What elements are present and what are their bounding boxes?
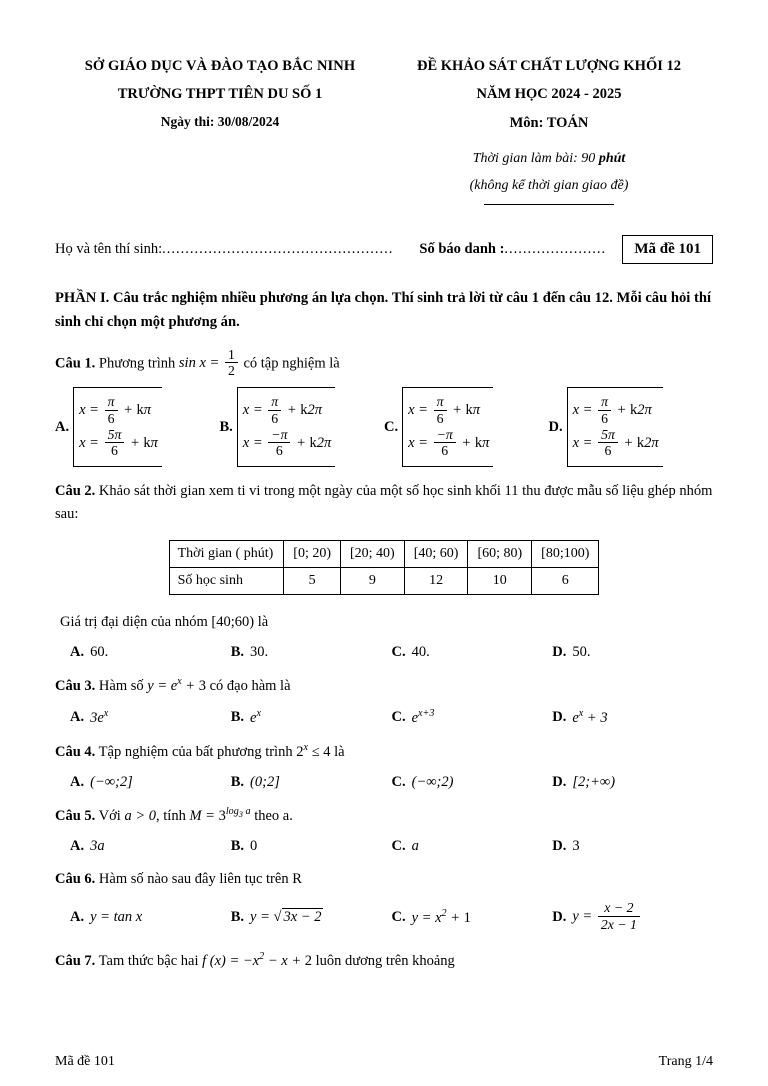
table-cell: [80;100) [532,541,599,568]
exam-date: Ngày thi: 30/08/2024 [160,113,280,129]
table-cell: 12 [404,568,468,595]
document-header [0,0,768,205]
question-2-options [0,644,768,661]
option-label: C. [384,418,399,435]
question-4-option-c[interactable] [392,774,553,791]
option-content: (−∞;2) [411,774,454,791]
option-content: $e^x + 3$ [572,708,608,727]
school-block [55,52,385,205]
option-label: D. [552,838,567,855]
table-cell: [40; 60) [404,541,468,568]
question-6-option-c[interactable] [392,908,553,927]
question-3-expression: $y = e^x + 3$ [147,676,206,695]
option-content: 3 [572,838,580,855]
exam-code-badge: Mã đề 101 [622,235,713,264]
question-5-text-before: Với [98,807,125,824]
question-1-text-after: có tập nghiệm là [239,354,340,371]
question-2-number: Câu 2. [55,482,96,499]
option-label: C. [391,709,406,726]
option-label: B. [230,838,245,855]
option-label: C. [391,908,406,925]
question-2-option-b[interactable] [231,644,392,661]
duration [385,145,713,172]
option-content: 50. [572,644,591,661]
question-5-option-d[interactable] [552,838,713,855]
duration-prefix: Thời gian làm bài: 90 [472,150,599,166]
option-content: 3a [90,838,105,855]
option-content: 60. [90,644,109,661]
question-3-option-a[interactable] [70,708,231,727]
option-label: D. [552,774,567,791]
table-cell: [60; 80) [468,541,532,568]
option-content: a [411,838,419,855]
question-5-expression-2: $M = 3^{log_3 a}$ [189,806,251,824]
candidate-name-label: Họ và tên thí sinh: [55,241,163,258]
table-row-header: Số học sinh [169,568,284,595]
option-content: $e^x$ [250,708,261,727]
question-1-text-before: Phương trình [98,354,179,371]
school-year: NĂM HỌC 2024 - 2025 [476,86,622,103]
question-4-expression: $2^x \le 4$ [296,742,331,760]
question-5-expression-1: a > 0 [124,807,157,824]
option-label: D. [552,908,567,925]
question-5-text-mid: , tính [156,807,190,824]
question-3 [0,674,768,698]
option-content: x = $\frac{\pi}{6}$ + k2π x = $\frac{-\pi}{6}$ + k2π [237,387,335,466]
table-cell: 9 [341,568,405,595]
option-content: x = $\frac{\pi}{6}$ + k2π x = $\frac{5\pi}{6}$ + k2π [567,387,663,466]
question-6-options [0,901,768,933]
question-4 [0,740,768,764]
option-label: A. [70,908,85,925]
question-5-option-a[interactable] [70,838,231,855]
table-row [169,568,599,595]
question-5-number: Câu 5. [55,807,96,824]
option-label: A. [70,838,85,855]
question-4-option-b[interactable] [231,774,392,791]
question-3-option-b[interactable] [231,708,392,727]
option-label: D. [548,418,563,435]
table-cell: [20; 40) [341,541,405,568]
question-2-subtext: Giá trị đại diện của nhóm [40;60) là [60,614,269,631]
option-content: $y = x^2 + 1$ [411,907,471,926]
question-2-option-a[interactable] [70,644,231,661]
footer-page-number: Trang 1/4 [658,1054,713,1069]
question-5-text-after: theo a. [250,807,293,824]
option-content: x = $\frac{\pi}{6}$ + kπ x = $\frac{-\pi}{6}$ + kπ [402,387,493,466]
question-6-option-d[interactable] [552,901,713,933]
duration-unit: phút [598,150,626,166]
option-label: D. [552,644,567,661]
question-2-text: Khảo sát thời gian xem ti vi trong một ngày của một số học sinh khối 11 thu được mẫu số liệu ghép nhóm sau: [55,482,713,522]
option-content: x = $\frac{\pi}{6}$ + kπ x = $\frac{5\pi}{6}$ + kπ [73,387,162,466]
option-label: C. [391,838,406,855]
option-content: 30. [250,644,269,661]
option-label: C. [391,774,406,791]
question-3-text-before: Hàm số [98,678,148,695]
question-3-option-c[interactable] [392,708,553,727]
question-6-number: Câu 6. [55,871,96,888]
option-label: A. [70,774,85,791]
table-cell: 6 [532,568,599,595]
question-4-option-d[interactable] [552,774,713,791]
candidate-row [0,205,768,264]
question-7-text-before: Tam thức bậc hai [98,952,203,969]
option-content: $3e^x$ [90,708,109,727]
header-divider [484,204,614,205]
department-name: SỞ GIÁO DỤC VÀ ĐÀO TẠO BẮC NINH [84,58,356,74]
question-4-text-before: Tập nghiệm của bất phương trình [98,743,297,760]
question-7-number: Câu 7. [55,952,96,969]
candidate-id-label [419,241,606,258]
question-2 [0,480,768,526]
question-6-option-a[interactable] [70,909,231,926]
question-1-expression: sin x = $\frac{1}{2}$ [179,355,240,371]
question-3-options [0,708,768,727]
question-4-option-a[interactable] [70,774,231,791]
question-5-options [0,838,768,855]
option-content: y = √ 3x − 2 [250,908,322,925]
exam-title: ĐỀ KHẢO SÁT CHẤT LƯỢNG KHỐI 12 [417,58,681,74]
table-row-header: Thời gian ( phút) [169,541,284,568]
candidate-id-label-text: Số báo danh : [419,241,505,258]
candidate-id-field[interactable]: ...................... [504,241,607,258]
option-label: D. [552,709,567,726]
option-label: B. [230,644,245,661]
document-footer [0,1054,768,1070]
option-content: y = $\frac{x - 2}{2x - 1}$ [572,901,642,933]
duration-note: (không kể thời gian giao đề) [469,178,629,194]
question-1-number: Câu 1. [55,354,96,371]
question-7-expression: f $(x) = -x^2 - x + 2$ [202,951,312,969]
option-label: A. [70,644,85,661]
table-cell: 10 [468,568,532,595]
table-cell: [0; 20) [284,541,341,568]
option-label: A. [70,709,85,726]
question-1-option-b[interactable] [220,387,385,466]
candidate-name-field[interactable]: .................................................. [162,241,394,258]
subject: Môn: TOÁN [509,114,589,131]
option-label: B. [230,908,245,925]
option-label: C. [391,644,406,661]
option-content: 0 [250,838,258,855]
question-1-option-d[interactable] [549,387,714,466]
question-5-option-b[interactable] [231,838,392,855]
option-content: 40. [411,644,430,661]
option-content: y = tan x [90,908,143,925]
question-3-text-after: có đạo hàm là [205,678,291,695]
question-6-text: Hàm số nào sau đây liên tục trên R [98,871,302,888]
question-5-option-c[interactable] [392,838,553,855]
option-label: B. [219,418,233,435]
option-content: $e^{x+3}$ [411,708,435,727]
question-1 [0,348,768,380]
exam-title-block [385,52,713,205]
frequency-table [169,540,600,595]
option-content: (−∞;2] [90,774,133,791]
option-content: [2;+∞) [572,774,616,791]
question-7 [0,949,768,973]
question-2-option-c[interactable] [392,644,553,661]
question-4-options [0,774,768,791]
question-7-text-after: luôn dương trên khoảng [311,952,455,969]
school-name: TRƯỜNG THPT TIÊN DU SỐ 1 [117,86,323,103]
footer-exam-code: Mã đề 101 [55,1054,115,1069]
question-3-number: Câu 3. [55,678,96,695]
question-1-options [0,387,768,466]
option-content: (0;2] [250,774,280,791]
table-row [169,541,599,568]
question-1-option-c[interactable] [384,387,549,466]
question-4-text-after: là [330,743,345,760]
option-label: B. [230,709,245,726]
frequency-table-wrap [0,540,768,595]
question-5 [0,804,768,828]
question-2-option-d[interactable] [552,644,713,661]
question-3-option-d[interactable] [552,708,713,727]
part-1-heading: PHẦN I. Câu trắc nghiệm nhiều phương án lựa chọn. Thí sinh trả lời từ câu 1 đến câu 12. Mỗi câu hỏi thí sinh chỉ chọn một phương án. [55,290,712,331]
option-label: A. [55,418,70,435]
table-cell: 5 [284,568,341,595]
question-6 [0,868,768,891]
question-4-number: Câu 4. [55,743,96,760]
question-6-option-b[interactable] [231,909,392,926]
option-label: B. [230,774,245,791]
question-1-option-a[interactable] [55,387,220,466]
